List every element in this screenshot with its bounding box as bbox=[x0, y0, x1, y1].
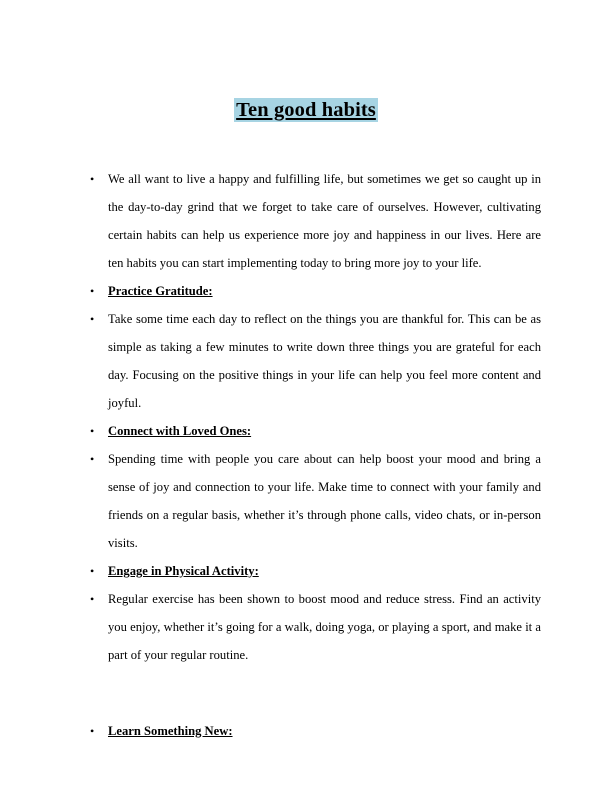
list-item-gratitude bbox=[89, 305, 541, 417]
list-item-intro bbox=[89, 165, 541, 277]
loved-ones-paragraph: Spending time with people you care about can help boost your mood and bring a sense of joy and connection to your life. Make time to connect with your family and friends on a regular basis, whether it’s through phone calls, video chats, or in-person visits. bbox=[108, 452, 541, 550]
list-item-heading-learn bbox=[89, 717, 541, 745]
list-item-heading-gratitude bbox=[89, 277, 541, 305]
list-item-physical-activity bbox=[89, 585, 541, 669]
intro-paragraph: We all want to live a happy and fulfilling life, but sometimes we get so caught up in the day-to-day grind that we forget to take care of ourselves. However, cultivating certain habits can help us experience more joy and happiness in our lives. Here are ten habits you can start implementing today to bring more joy to your life. bbox=[108, 172, 541, 270]
bullet-icon: • bbox=[90, 424, 95, 438]
bullet-icon: • bbox=[90, 592, 95, 606]
list-item-heading-physical-activity bbox=[89, 557, 541, 585]
heading-connect-loved-ones: Connect with Loved Ones: bbox=[108, 424, 252, 438]
heading-physical-activity: Engage in Physical Activity: bbox=[108, 564, 259, 578]
habits-list bbox=[89, 165, 541, 745]
heading-practice-gratitude: Practice Gratitude: bbox=[108, 284, 213, 298]
list-item-heading-loved-ones bbox=[89, 417, 541, 445]
bullet-icon: • bbox=[90, 724, 95, 738]
title-container bbox=[0, 98, 612, 122]
page-title: Ten good habits bbox=[236, 99, 376, 121]
bullet-icon: • bbox=[90, 564, 95, 578]
heading-learn-something-new: Learn Something New: bbox=[108, 724, 233, 738]
physical-activity-paragraph: Regular exercise has been shown to boost mood and reduce stress. Find an activity you enjoy, whether it’s going for a walk, doing yoga, or playing a sport, and make it a part of your regular routine. bbox=[108, 592, 541, 662]
bullet-icon: • bbox=[90, 284, 95, 298]
gratitude-paragraph: Take some time each day to reflect on the things you are thankful for. This can be as simple as taking a few minutes to write down three things you are grateful for each day. Focusing on the positive things in your life can help you feel more content and joyful. bbox=[108, 312, 541, 410]
bullet-icon: • bbox=[90, 452, 95, 466]
bullet-icon: • bbox=[90, 312, 95, 326]
spacer bbox=[89, 669, 541, 717]
bullet-icon: • bbox=[90, 172, 95, 186]
list-item-loved-ones bbox=[89, 445, 541, 557]
